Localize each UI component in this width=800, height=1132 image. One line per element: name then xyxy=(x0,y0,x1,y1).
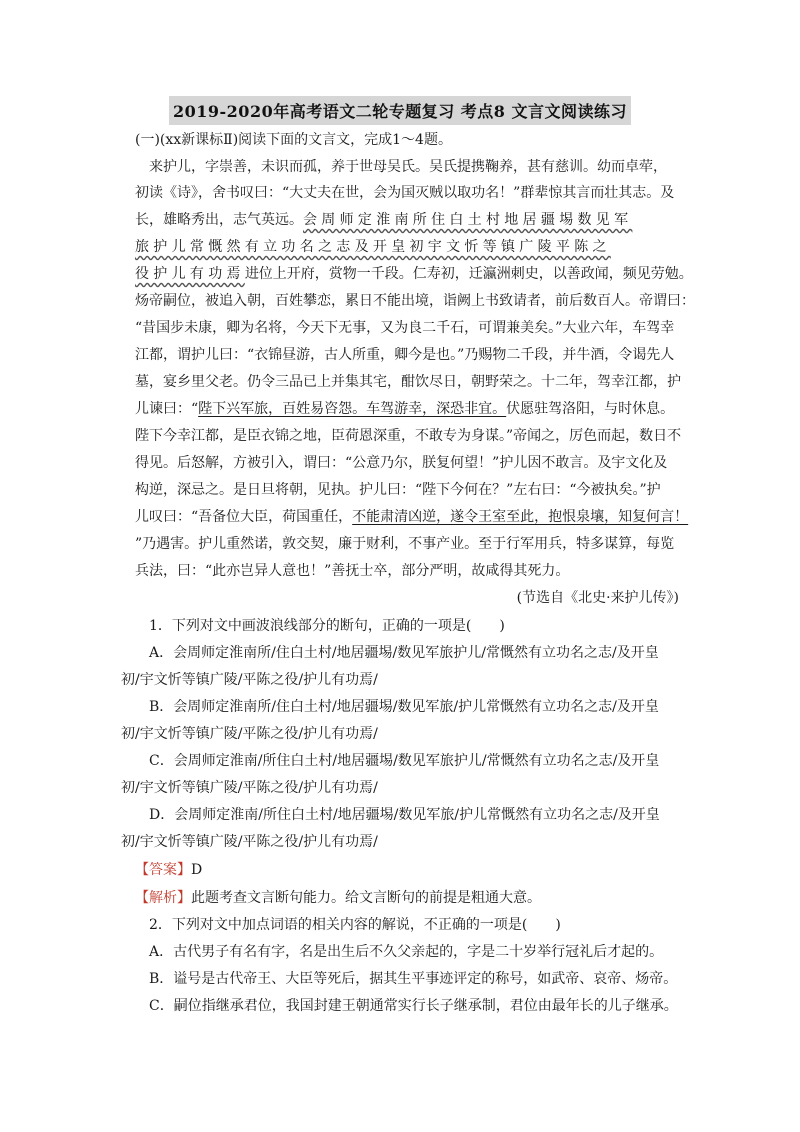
passage-line: 得见。后怒解，方被引入，谓曰：“公意乃尔，朕复何望！”护儿因不敢言。及宇文化及 xyxy=(135,455,668,471)
passage-line: 墓，宴乡里父老。仍令三品已上并集其宅，酣饮尽日，朝野荣之。十二年，驾幸江都，护 xyxy=(135,374,681,390)
question-1-option-b: B．会周师定淮南所/住白土村/地居疆埸/数见军旅/护儿常慨然有立功名之志/及开皇 xyxy=(149,699,659,715)
underlined-text: 陛下兴军旅，百姓易咨怨。车驾游幸，深恐非宜。 xyxy=(198,401,507,417)
answer-value: D xyxy=(191,862,203,878)
question-1-stem: 1．下列对文中画波浪线部分的断句，正确的一项是( ) xyxy=(149,618,505,634)
underlined-text: 不能肃清凶逆，遂令王室至此，抱恨泉壤，知复何言！ xyxy=(352,509,689,525)
analysis-text: 此题考查文言断句能力。给文言断句的前提是粗通大意。 xyxy=(191,890,541,906)
passage-line: 儿叹曰：“吾备位大臣，荷国重任，不能肃清凶逆，遂令王室至此，抱恨泉壤，知复何言！ xyxy=(135,509,689,525)
question-1-option-d-cont: 初/宇文忻等镇广陵/平陈之役/护儿有功焉/ xyxy=(121,834,378,850)
question-2-option-c: C．嗣位指继承君位，我国封建王朝通常实行长子继承制，君位由最年长的儿子继承。 xyxy=(149,998,678,1014)
question-1-option-a-cont: 初/宇文忻等镇广陵/平陈之役/护儿有功焉/ xyxy=(121,672,378,688)
question-1-option-c: C．会周师定淮南/所住白土村/地居疆埸/数见军旅护儿/常慨然有立功名之志/及开皇 xyxy=(149,753,660,769)
passage-line: “昔国步未康，卿为名将，今天下无事，又为良二千石，可谓兼美矣。”大业六年，车驾幸 xyxy=(135,320,675,336)
answer-tag: 【答案】 xyxy=(135,862,191,878)
question-2-option-a: A．古代男子有名有字，名是出生后不久父亲起的，字是二十岁举行冠礼后才起的。 xyxy=(149,944,664,960)
passage-line: 陛下今幸江都，是臣衣锦之地，臣荷恩深重，不敢专为身谋。”帝闻之，厉色而起，数日不 xyxy=(135,428,682,444)
passage-line: 构逆，深忌之。是日旦将朝，见执。护儿曰：“陛下今何在？”左右曰：“今被执矣。”护 xyxy=(135,482,661,498)
document-title: 2019-2020年高考语文二轮专题复习 考点8 文言文阅读练习 xyxy=(0,96,800,125)
analysis-tag: 【解析】 xyxy=(135,890,191,906)
passage-line: 炀帝嗣位，被追入朝，百姓攀恋，累日不能出境，诣阙上书致请者，前后数百人。帝谓曰： xyxy=(135,293,695,309)
wavy-underlined-text: 役护儿有功焉 xyxy=(135,266,245,282)
source-citation: (节选自《北史·来护儿传》) xyxy=(516,590,679,606)
wavy-underlined-text: 会周师定淮南所住白土村地居疆埸数见军 xyxy=(303,212,633,228)
question-1-option-a: A．会周师定淮南所/住白土村/地居疆埸/数见军旅护儿/常慨然有立功名之志/及开皇 xyxy=(149,645,659,661)
question-1-option-c-cont: 初/宇文忻等镇广陵/平陈之役/护儿有功焉/ xyxy=(121,780,378,796)
passage-line: 来护儿，字崇善，未识而孤，养于世母吴氏。吴氏提携鞠养，甚有慈训。幼而卓荦， xyxy=(149,159,667,175)
passage-line: 役护儿有功焉进位上开府，赏物一千段。仁寿初，迁瀛洲刺史，以善政闻，频见劳勉。 xyxy=(135,266,693,282)
passage-line: 兵法，曰：“此亦岂异人意也！”善抚士卒，部分严明，故咸得其死力。 xyxy=(135,563,570,579)
question-2-stem: 2．下列对文中加点词语的相关内容的解说，不正确的一项是( ) xyxy=(149,917,561,933)
question-1-option-d: D．会周师定淮南/所住白土村/地居疆埸/数见军旅/护儿常慨然有立功名之志/及开皇 xyxy=(149,807,660,823)
question-2-option-b: B．谥号是古代帝王、大臣等死后，据其生平事迹评定的称号，如武帝、哀帝、炀帝。 xyxy=(149,971,678,987)
intro-line: (一)(xx新课标Ⅱ)阅读下面的文言文，完成1～4题。 xyxy=(135,132,452,148)
wavy-underlined-text: 旅护儿常慨然有立功名之志及开皇初宇文忻等镇广陵平陈之 xyxy=(135,239,611,255)
question-1-option-b-cont: 初/宇文忻等镇广陵/平陈之役/护儿有功焉/ xyxy=(121,726,378,742)
analysis-line xyxy=(135,888,541,908)
passage-line: 初读《诗》，舍书叹曰：“大丈夫在世，会为国灭贼以取功名！”群辈惊其言而壮其志。及 xyxy=(135,185,675,201)
passage-line xyxy=(135,237,611,257)
passage-line: 长，雄略秀出，志气英远。会周师定淮南所住白土村地居疆埸数见军 xyxy=(135,212,633,228)
passage-line: ”乃遇害。护儿重然诺，敦交契，廉于财利，不事产业。至于行军用兵，特多谋算，每览 xyxy=(135,536,675,552)
passage-line: 江都，谓护儿曰：“衣锦昼游，古人所重，卿今是也。”乃赐物二千段，并牛酒，令谒先人 xyxy=(135,347,675,363)
passage-line: 儿谏曰：“陛下兴军旅，百姓易咨怨。车驾游幸，深恐非宜。伏愿驻驾洛阳，与时休息。 xyxy=(135,401,675,417)
answer-line xyxy=(135,860,202,880)
